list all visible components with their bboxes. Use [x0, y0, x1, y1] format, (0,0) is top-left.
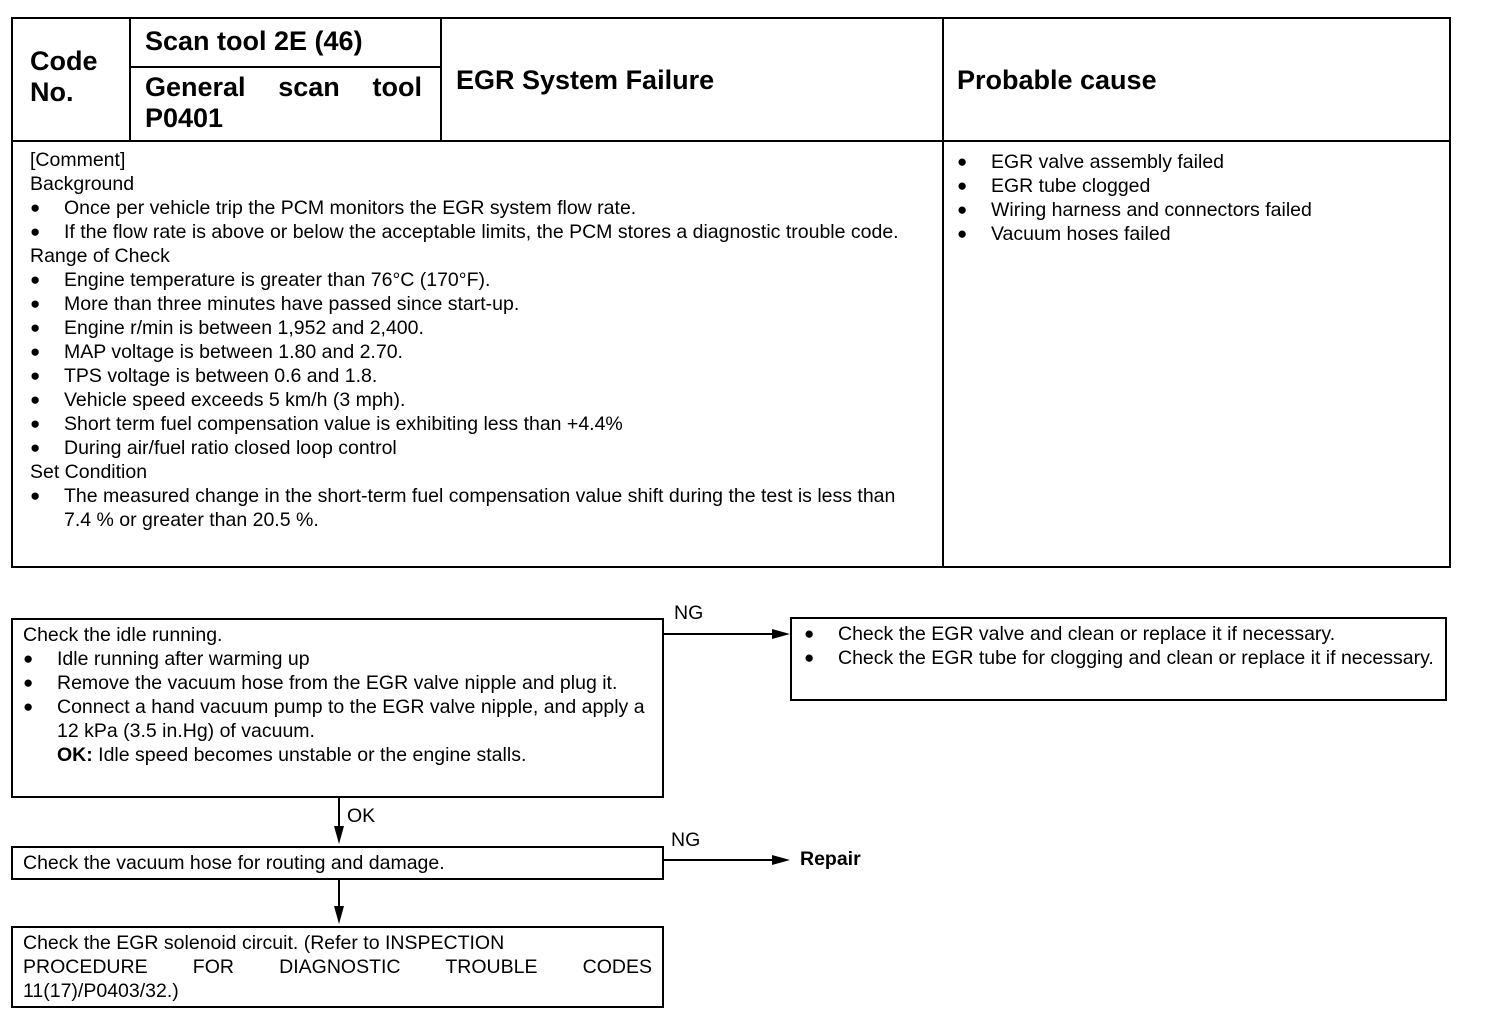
flow-step-idle-check — [11, 618, 664, 798]
list-item: ● EGR valve assembly failed — [957, 150, 1437, 174]
ng-label: NG — [671, 829, 701, 851]
list-item: ● Check the EGR valve and clean or replace it if necessary. — [804, 622, 1435, 646]
ng-arrowhead — [772, 855, 790, 865]
step-list — [804, 622, 1435, 670]
flow-step-vacuum-hose — [11, 846, 664, 880]
ok-arrowhead — [334, 826, 344, 844]
step-text-line: PROCEDURE FOR DIAGNOSTIC TROUBLE CODES — [23, 956, 652, 978]
ok-arrow-line — [338, 798, 340, 828]
list-item: ● Once per vehicle trip the PCM monitors the EGR system flow rate. — [30, 196, 926, 220]
step-text: Check the vacuum hose for routing and damage. — [23, 852, 445, 874]
table-divider — [129, 17, 131, 142]
ng-arrowhead — [772, 629, 790, 639]
list-item: ● Vehicle speed exceeds 5 km/h (3 mph). — [30, 388, 926, 412]
table-divider — [942, 17, 944, 568]
list-item: ● Check the EGR tube for clogging and clean or replace it if necessary. — [804, 646, 1435, 670]
ng-arrow-line — [664, 859, 774, 861]
flow-ng-egr-valve — [790, 617, 1447, 701]
list-item: ● EGR tube clogged — [957, 174, 1437, 198]
list-item: ● If the flow rate is above or below the acceptable limits, the PCM stores a diagnostic trouble code. — [30, 220, 926, 244]
step-text-line: 11(17)/P0403/32.) — [23, 980, 179, 1002]
general-scan-tool-text: General scan tool P0401 — [145, 72, 422, 133]
list-item: ● MAP voltage is between 1.80 and 2.70. — [30, 340, 926, 364]
list-item: ● During air/fuel ratio closed loop control — [30, 436, 926, 460]
step-list — [23, 647, 652, 743]
step-title: Check the idle running. — [23, 624, 223, 646]
background-label: Background — [30, 173, 135, 195]
comment-cell — [30, 148, 926, 532]
table-divider — [11, 140, 1451, 142]
general-scan-tool-label — [145, 72, 422, 134]
page-title: EGR System Failure — [456, 65, 715, 95]
set-condition-label: Set Condition — [30, 461, 148, 483]
list-item: ● Wiring harness and connectors failed — [957, 198, 1437, 222]
list-item: ● Connect a hand vacuum pump to the EGR valve nipple, and apply a 12 kPa (3.5 in.Hg) of vacuum. — [23, 695, 652, 743]
range-label: Range of Check — [30, 245, 170, 267]
list-item: ● Short term fuel compensation value is exhibiting less than +4.4% — [30, 412, 926, 436]
scan-tool-label: Scan tool 2E (46) — [145, 26, 363, 56]
repair-label: Repair — [800, 848, 861, 870]
ok-criteria-text: Idle speed becomes unstable or the engine stalls. — [98, 744, 527, 766]
flow-step-egr-solenoid — [11, 926, 664, 1008]
ok-criteria — [23, 743, 652, 767]
list-item: ● More than three minutes have passed since start-up. — [30, 292, 926, 316]
list-item: ● Engine r/min is between 1,952 and 2,400. — [30, 316, 926, 340]
probable-cause-cell — [957, 150, 1437, 246]
step-text-line: Check the EGR solenoid circuit. (Refer to INSPECTION — [23, 932, 505, 954]
probable-cause-list — [957, 150, 1437, 246]
list-item: ● The measured change in the short-term fuel compensation value shift during the test is less than 7.4 % or greater than 20.5 %. — [30, 484, 926, 532]
table-divider — [129, 66, 442, 68]
list-item: ● Remove the vacuum hose from the EGR valve nipple and plug it. — [23, 671, 652, 695]
background-list — [30, 196, 926, 244]
range-list — [30, 268, 926, 460]
ok-label: OK — [347, 805, 376, 827]
ok-criteria-label: OK: — [57, 744, 93, 766]
list-item: ● Vacuum hoses failed — [957, 222, 1437, 246]
probable-cause-title: Probable cause — [957, 65, 1157, 95]
ng-label: NG — [674, 602, 704, 624]
list-item: ● Idle running after warming up — [23, 647, 652, 671]
comment-label: [Comment] — [30, 149, 126, 171]
list-item: ● Engine temperature is greater than 76°C (170°F). — [30, 268, 926, 292]
ok-arrowhead — [334, 906, 344, 924]
ng-arrow-line — [664, 633, 774, 635]
ok-arrow-line — [338, 880, 340, 908]
table-divider — [440, 17, 442, 142]
list-item: ● TPS voltage is between 0.6 and 1.8. — [30, 364, 926, 388]
set-condition-list — [30, 484, 926, 532]
code-no-label: Code No. — [30, 46, 98, 107]
